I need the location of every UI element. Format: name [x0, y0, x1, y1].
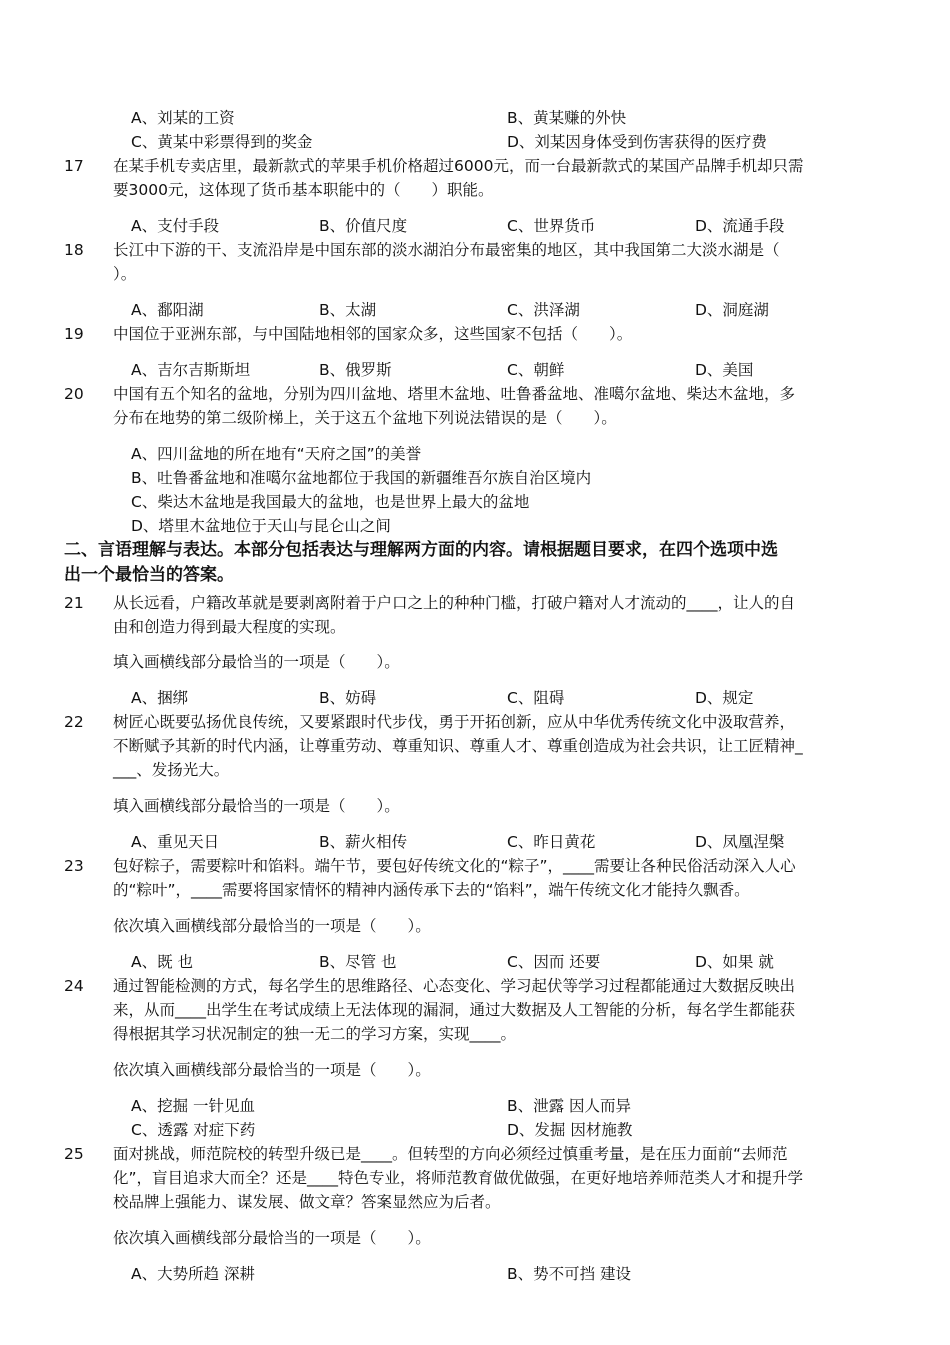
- q21-stem-line: 从长远看，户籍改革就是要剥离附着于户口之上的种种门槛，打破户籍对人才流动的____，让人的自: [113, 594, 796, 612]
- q23-option-b: B、尽管 也: [319, 953, 397, 971]
- q25-stem-line: 面对挑战，师范院校的转型升级已是____。但转型的方向必须经过慎重考量，是在压力面前“去师范: [113, 1145, 788, 1163]
- q16-option-b: B、黄某赚的外快: [507, 109, 627, 127]
- q21-option-c: C、阻碍: [507, 689, 565, 707]
- q22-stem-line: 不断赋予其新的时代内涵，让尊重劳动、尊重知识、尊重人才、尊重创造成为社会共识，让工匠精神_: [113, 737, 803, 755]
- q25-stem-line: 化”，盲目追求大而全？还是____特色专业，将师范教育做优做强，在更好地培养师范类人才和提升学: [113, 1169, 804, 1187]
- question-number: 23: [64, 857, 84, 875]
- q21-prompt: 填入画横线部分最恰当的一项是（ ）。: [113, 653, 400, 671]
- q19-option-c: C、朝鲜: [507, 361, 565, 379]
- question-number: 22: [64, 713, 84, 731]
- q18-option-a: A、鄱阳湖: [131, 301, 204, 319]
- q22-option-c: C、昨日黄花: [507, 833, 596, 851]
- q21-stem-line: 由和创造力得到最大程度的实现。: [113, 618, 346, 636]
- q22-stem-line: ___、发扬光大。: [113, 761, 230, 779]
- q19-stem-line: 中国位于亚洲东部，与中国陆地相邻的国家众多，这些国家不包括（ ）。: [113, 325, 633, 343]
- q20-stem-line: 分布在地势的第二级阶梯上，关于这五个盆地下列说法错误的是（ ）。: [113, 409, 617, 427]
- question-number: 19: [64, 325, 84, 343]
- question-number: 20: [64, 385, 84, 403]
- q19-option-a: A、吉尔吉斯斯坦: [131, 361, 251, 379]
- question-number: 18: [64, 241, 84, 259]
- q23-option-d: D、如果 就: [695, 953, 774, 971]
- q20-option-d: D、塔里木盆地位于天山与昆仑山之间: [131, 517, 391, 535]
- q23-prompt: 依次填入画横线部分最恰当的一项是（ ）。: [113, 917, 431, 935]
- q18-stem-line: 长江中下游的干、支流沿岸是中国东部的淡水湖泊分布最密集的地区，其中我国第二大淡水湖是（: [113, 241, 780, 259]
- q17-option-a: A、支付手段: [131, 217, 220, 235]
- q24-option-b: B、泄露 因人而异: [507, 1097, 632, 1115]
- section-heading: 出一个最恰当的答案。: [64, 565, 234, 585]
- q25-option-a: A、大势所趋 深耕: [131, 1265, 256, 1283]
- q24-stem-line: 得根据其学习状况制定的独一无二的学习方案，实现____。: [113, 1025, 517, 1043]
- q24-option-a: A、挖掘 一针见血: [131, 1097, 256, 1115]
- q22-stem-line: 树匠心既要弘扬优良传统，又要紧跟时代步伐，勇于开拓创新，应从中华优秀传统文化中汲取营养，: [113, 713, 796, 731]
- question-number: 21: [64, 594, 84, 612]
- q19-option-d: D、美国: [695, 361, 754, 379]
- q23-stem-line: 的“粽叶”，____需要将国家情怀的精神内涵传承下去的“馅料”，端午传统文化才能持久飘香。: [113, 881, 750, 899]
- q24-stem-line: 来，从而____出学生在考试成绩上无法体现的漏洞，通过大数据及人工智能的分析，每名学生都能获: [113, 1001, 796, 1019]
- q21-option-a: A、捆绑: [131, 689, 189, 707]
- q18-option-b: B、太湖: [319, 301, 377, 319]
- q20-stem-line: 中国有五个知名的盆地，分别为四川盆地、塔里木盆地、吐鲁番盆地、准噶尔盆地、柴达木盆地，多: [113, 385, 796, 403]
- q20-option-c: C、柴达木盆地是我国最大的盆地，也是世界上最大的盆地: [131, 493, 530, 511]
- q24-option-d: D、发掘 因材施教: [507, 1121, 633, 1139]
- q20-option-b: B、吐鲁番盆地和准噶尔盆地都位于我国的新疆维吾尔族自治区境内: [131, 469, 592, 487]
- q17-option-c: C、世界货币: [507, 217, 596, 235]
- q20-option-a: A、四川盆地的所在地有“天府之国”的美誉: [131, 445, 422, 463]
- q18-option-c: C、洪泽湖: [507, 301, 580, 319]
- section-heading: 二、言语理解与表达。本部分包括表达与理解两方面的内容。请根据题目要求，在四个选项中选: [64, 540, 778, 560]
- q23-option-c: C、因而 还要: [507, 953, 601, 971]
- q16-option-c: C、黄某中彩票得到的奖金: [131, 133, 313, 151]
- q16-option-d: D、刘某因身体受到伤害获得的医疗费: [507, 133, 767, 151]
- q23-stem-line: 包好粽子，需要粽叶和馅料。端午节，要包好传统文化的“粽子”，____需要让各种民俗活动深入人心: [113, 857, 796, 875]
- q17-option-d: D、流通手段: [695, 217, 785, 235]
- q23-option-a: A、既 也: [131, 953, 194, 971]
- q18-option-d: D、洞庭湖: [695, 301, 769, 319]
- q22-option-a: A、重见天日: [131, 833, 220, 851]
- q16-option-a: A、刘某的工资: [131, 109, 235, 127]
- q24-prompt: 依次填入画横线部分最恰当的一项是（ ）。: [113, 1061, 431, 1079]
- q21-option-d: D、规定: [695, 689, 754, 707]
- q24-option-c: C、透露 对症下药: [131, 1121, 256, 1139]
- question-number: 17: [64, 157, 84, 175]
- q18-stem-line: ）。: [113, 265, 137, 283]
- q19-option-b: B、俄罗斯: [319, 361, 392, 379]
- q25-stem-line: 校品牌上强能力、谋发展、做文章？答案显然应为后者。: [113, 1193, 501, 1211]
- q17-option-b: B、价值尺度: [319, 217, 408, 235]
- q22-option-d: D、凤凰涅槃: [695, 833, 785, 851]
- q17-stem-line: 要3000元，这体现了货币基本职能中的（ ）职能。: [113, 181, 494, 199]
- question-number: 25: [64, 1145, 84, 1163]
- q25-prompt: 依次填入画横线部分最恰当的一项是（ ）。: [113, 1229, 431, 1247]
- q25-option-b: B、势不可挡 建设: [507, 1265, 632, 1283]
- q17-stem-line: 在某手机专卖店里，最新款式的苹果手机价格超过6000元，而一台最新款式的某国产品牌手机却只需: [113, 157, 804, 175]
- q21-option-b: B、妨碍: [319, 689, 377, 707]
- q24-stem-line: 通过智能检测的方式，每名学生的思维路径、心态变化、学习起伏等学习过程都能通过大数据反映出: [113, 977, 796, 995]
- question-number: 24: [64, 977, 84, 995]
- q22-prompt: 填入画横线部分最恰当的一项是（ ）。: [113, 797, 400, 815]
- q22-option-b: B、薪火相传: [319, 833, 408, 851]
